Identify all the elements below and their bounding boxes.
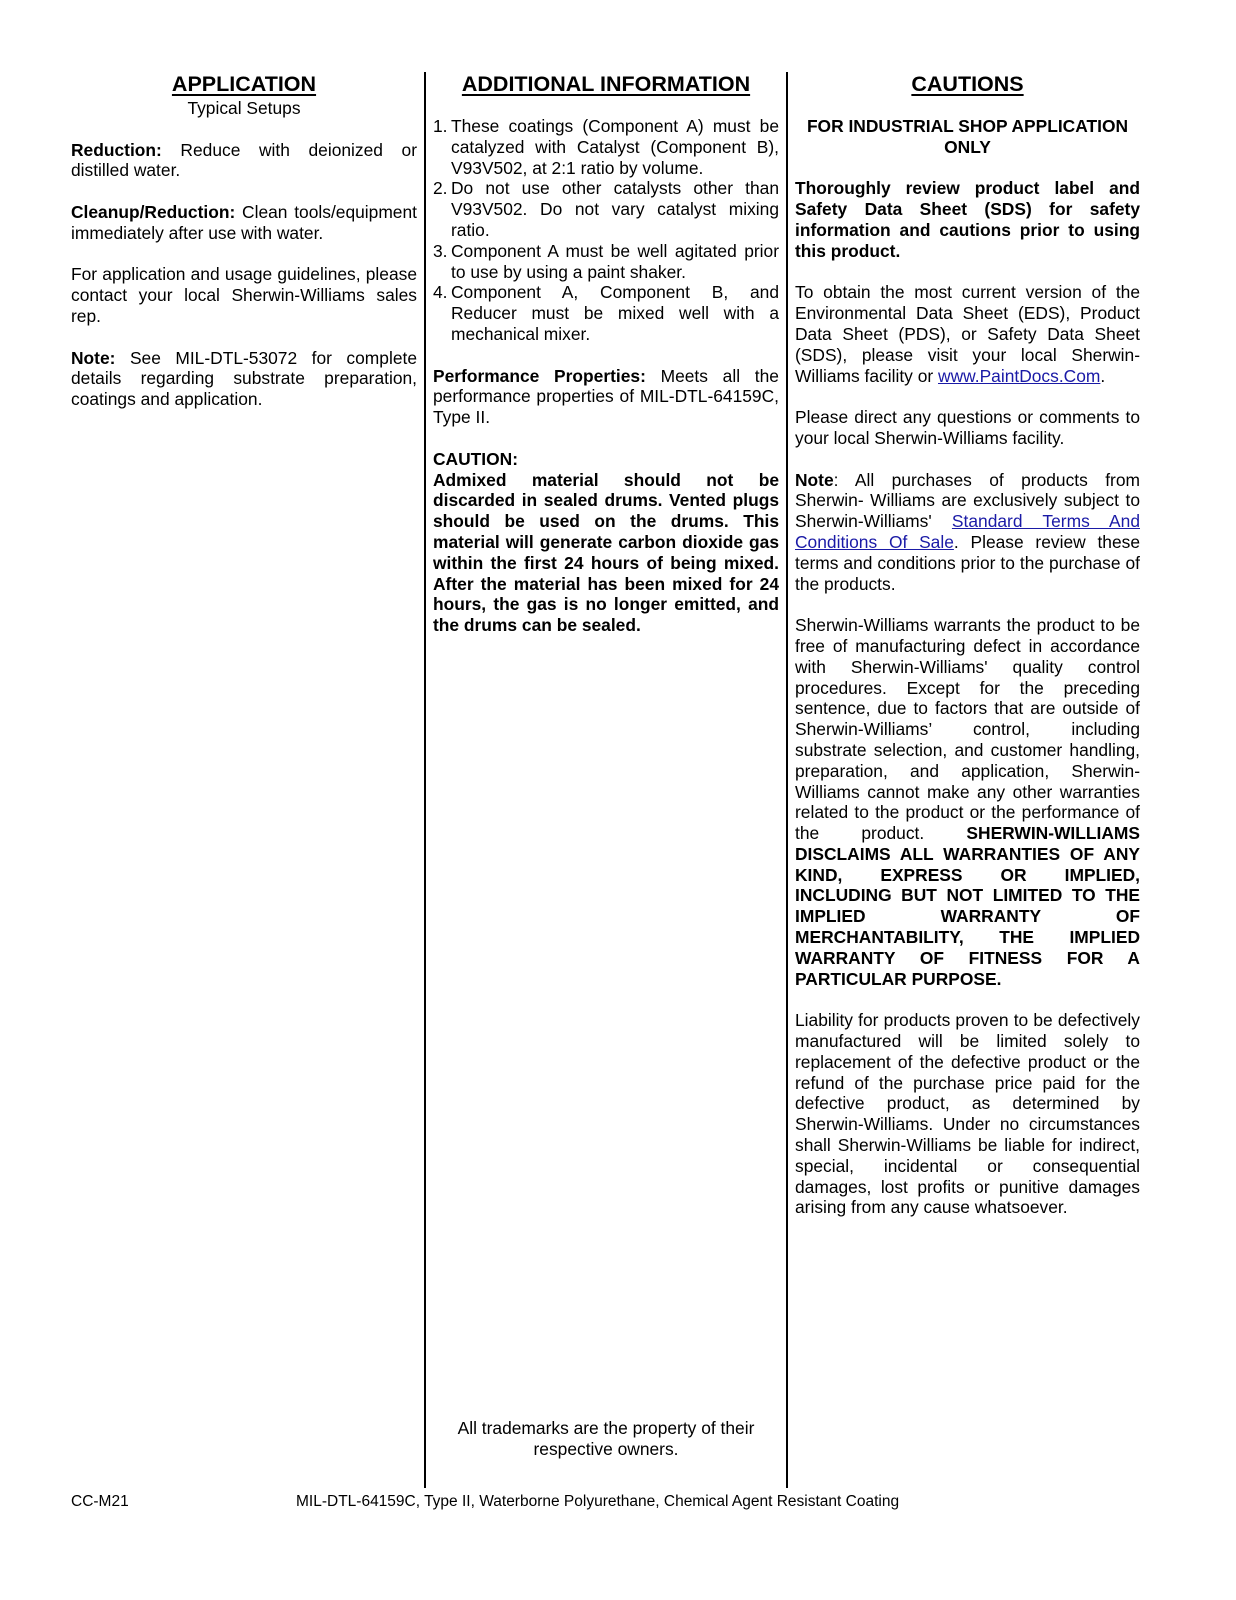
reduction-paragraph [71,140,417,182]
purchase-note-paragraph: Note: All purchases of products from Sherwin- Williams are exclusively subject to Sherwin-Williams' Standard Terms And Conditions Of Sale. Please review these terms and conditions prior to the purchase of the products. [795,469,1140,594]
caution-text: Admixed material should not be discarded in sealed drums. Vented plugs should be used on the drums. This material will generate carbon dioxide gas within the first 24 hours of being mixed. After the material has been mixed for 24 hours, the gas is no longer emitted, and the drums can be sealed. [433,469,779,636]
cautions-column [795,70,1140,1218]
column-divider-left [424,72,426,1488]
industrial-notice: FOR INDUSTRIAL SHOP APPLICATION ONLY [806,116,1129,157]
list-item: 3. Component A must be well agitated prior to use by using a paint shaker. [433,240,779,282]
instructions-list [433,116,779,345]
cautions-heading: CAUTIONS [911,72,1024,96]
direct-paragraph: Please direct any questions or comments to your local Sherwin-Williams facility. [795,407,1140,448]
paintdocs-link[interactable]: www.PaintDocs.Com [938,365,1101,386]
cleanup-paragraph [71,202,417,244]
column-divider-right [786,72,788,1488]
application-heading: APPLICATION [171,72,317,96]
performance-text: Meets all the performance properties of MIL-DTL-64159C, Type II. [433,365,779,428]
application-column [71,70,417,410]
application-note-text: See MIL-DTL-53072 for complete details regarding substrate preparation, coatings and application. [71,347,417,410]
cleanup-label: Cleanup/Reduction: [71,201,236,222]
reduction-text: Reduce with deionized or distilled water. [71,139,417,181]
liability-paragraph: Liability for products proven to be defectively manufactured will be limited solely to replacement of the defective product or the refund of the purchase price paid for the defective product, as determined by Sherwin-Williams. Under no circumstances shall Sherwin-Williams be liable for indirect, special, incidental or consequential damages, lost profits or punitive damages arising from any cause whatsoever. [795,1010,1140,1218]
application-note-label: Note: [71,347,116,368]
list-item: 4. Component A, Component B, and Reducer must be mixed well with a mechanical mixer. [433,282,779,344]
cleanup-text: Clean tools/equipment immediately after use with water. [71,201,417,243]
list-item: 1. These coatings (Component A) must be catalyzed with Catalyst (Component B), V93V502, at 2:1 ratio by volume. [433,116,779,178]
application-note-paragraph [71,348,417,410]
performance-label: Performance Properties: [433,365,646,386]
additional-info-heading: ADDITIONAL INFORMATION [461,72,751,96]
terms-link[interactable]: Standard Terms And Conditions Of Sale [795,511,1140,552]
guidelines-paragraph: For application and usage guidelines, please contact your local Sherwin-Williams sales rep. [71,264,417,326]
warranty-paragraph: Sherwin-Williams warrants the product to be free of manufacturing defect in accordance with Sherwin-Williams' quality control procedures. Except for the preceding sentence, due to factors that are outside of Sherwin-Williams’ control, including substrate selection, and customer handling, preparation, and application, Sherwin-Williams cannot make any other warranties related to the product or the performance of the product. SHERWIN-WILLIAMS DISCLAIMS ALL WARRANTIES OF ANY KIND, EXPRESS OR IMPLIED, INCLUDING BUT NOT LIMITED TO THE IMPLIED WARRANTY OF MERCHANTABILITY, THE IMPLIED WARRANTY OF FITNESS FOR A PARTICULAR PURPOSE. [795,615,1140,989]
trademark-notice: All trademarks are the property of their respective owners. [457,1418,755,1459]
disclaimer-text: SHERWIN-WILLIAMS DISCLAIMS ALL WARRANTIES OF ANY KIND, EXPRESS OR IMPLIED, INCLUDING BUT NOT LIMITED TO THE IMPLIED WARRANTY OF MERCHANTABILITY, THE IMPLIED WARRANTY OF FITNESS FOR A PARTICULAR PURPOSE. [795,823,1140,989]
footer-title: MIL-DTL-64159C, Type II, Waterborne Polyurethane, Chemical Agent Resistant Coating [296,1493,900,1510]
application-subheading: Typical Setups [187,98,301,118]
caution-label: CAUTION: [433,448,519,469]
purchase-note-label: Note [795,469,834,490]
reduction-label: Reduction: [71,139,162,160]
review-paragraph: Thoroughly review product label and Safety Data Sheet (SDS) for safety information and cautions prior to using this product. [795,178,1140,261]
list-item: 2. Do not use other catalysts other than V93V502. Do not vary catalyst mixing ratio. [433,178,779,240]
footer-code: CC-M21 [71,1493,129,1510]
obtain-paragraph: To obtain the most current version of the Environmental Data Sheet (EDS), Product Data Sheet (PDS), or Safety Data Sheet (SDS), please visit your local Sherwin-Williams facility or www.PaintDocs.Com. [795,282,1140,386]
additional-info-column [433,70,779,636]
performance-paragraph [433,366,779,428]
